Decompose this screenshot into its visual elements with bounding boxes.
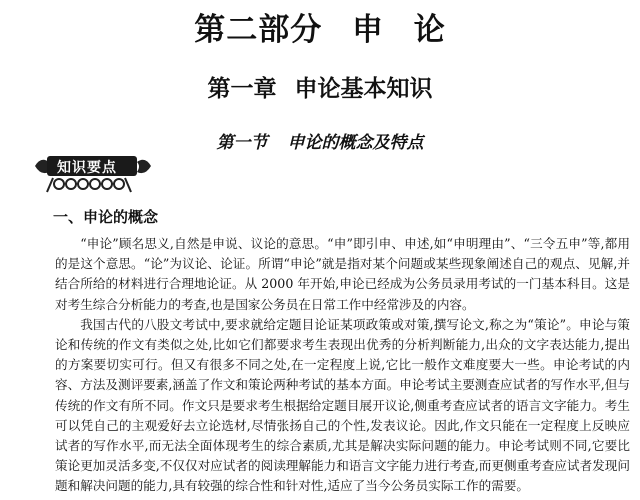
badge-label: 知识要点 <box>57 160 117 176</box>
paragraph: “申论”顾名思义,自然是申说、议论的意思。“申”即引申、申述,如“申明理由”、“三令五申”等,都用的是这个意思。“论”为议论、论证。所谓“申论”就是指对某个问题或某些现象阐述自己的观点、见解,并结合所给的材料进行合理地论证。从 2000 年开始,申论已经成为公务员录用考试的一门基本科目。这是对考生综合分析能力的考查,也是国家公务员在日常工作中经常涉及的内容。 <box>55 236 630 312</box>
body-text <box>55 234 630 497</box>
knowledge-points-badge <box>33 154 153 196</box>
concept-heading: 一、申论的概念 <box>53 208 159 226</box>
section-title: 第一节 申论的概念及特点 <box>216 133 424 153</box>
chapter-title: 第一章 申论基本知识 <box>207 76 433 102</box>
paragraph: 我国古代的八股文考试中,要求就给定题目论证某项政策或对策,撰写论文,称之为“策论”。申论与策论和传统的作文有类似之处,比如它们都要求考生表现出优秀的分析判断能力,出众的文字表达能力,提出的方案要切实可行。但又有很多不同之处,在一定程度上说,它比一般作文难度要大一些。申论考试的内容、方法及测评要素,涵盖了作文和策论两种考试的基本方面。申论考试主要测查应试者的写作水平,但与传统的作文有所不同。作文只是要求考生根据给定题目展开议论,侧重考查应试者的语言文字能力。考生可以凭自己的主观爱好去立论选材,尽情张扬自己的个性,发表议论。因此,作文只能在一定程度上反映应试者的写作水平,而无法全面体现考生的综合素质,尤其是解决实际问题的能力。申论考试则不同,它要比策论更加灵活多变,不仅仅对应试者的阅读理解能力和语言文字能力进行考查,而更侧重考查应试者发现问题和解决问题的能力,具有较强的综合性和针对性,适应了当今公务员实际工作的需要。 <box>55 316 630 494</box>
part-title: 第二部分 申 论 <box>194 12 446 48</box>
